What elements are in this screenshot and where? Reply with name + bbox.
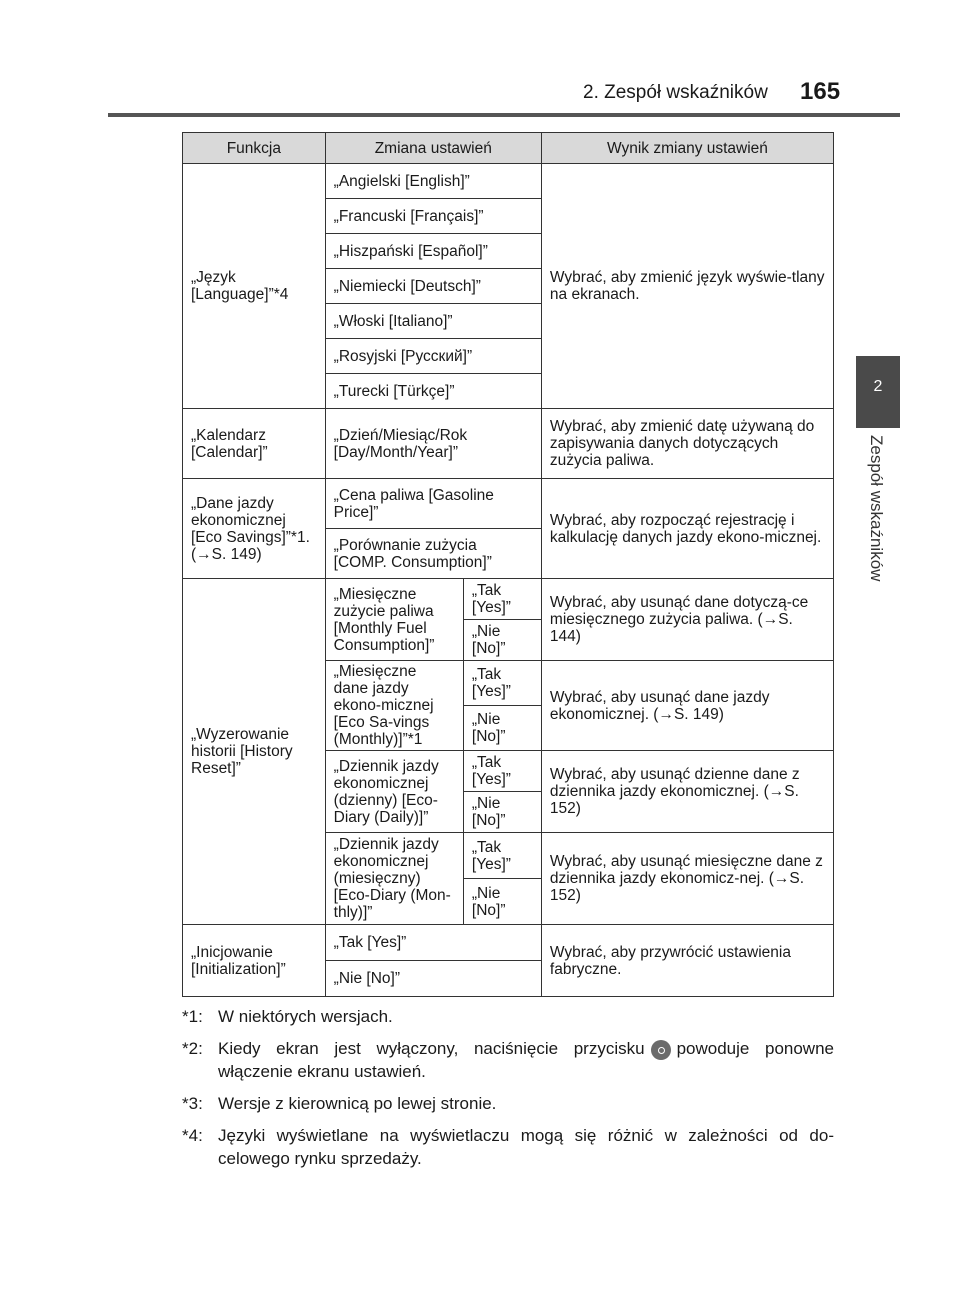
settings-table: [182, 132, 834, 997]
function-initialization: „Inicjowanie [Initialization]”: [183, 925, 326, 997]
chapter-tab-number: 2: [873, 378, 883, 395]
display-button-icon: [651, 1040, 671, 1060]
result-cell: Wybrać, aby usunąć miesięczne dane z dziennika jazdy ekonomicz-nej. (→S. 152): [541, 833, 833, 925]
yes-cell: „Tak [Yes]”: [463, 833, 541, 879]
header-setting-change: Zmiana ustawień: [325, 133, 541, 164]
table-row: [183, 479, 834, 529]
footnote: [182, 1092, 834, 1115]
result-cell: Wybrać, aby usunąć dzienne dane z dziennika jazdy ekonomicznej. (→S. 152): [541, 751, 833, 833]
result-cell: Wybrać, aby usunąć dane jazdy ekonomicznej. (→S. 149): [541, 661, 833, 751]
function-calendar: „Kalendarz [Calendar]”: [183, 409, 326, 479]
footnotes: [182, 1005, 834, 1179]
function-eco-savings: „Dane jazdy ekonomicznej [Eco Savings]”*1. (→S. 149): [183, 479, 326, 579]
table-header-row: [183, 133, 834, 164]
option-cell: „Tak [Yes]”: [325, 925, 541, 961]
footnote-mark: *3:: [182, 1094, 203, 1113]
no-cell: „Nie [No]”: [463, 620, 541, 661]
option-cell: „Francuski [Français]”: [325, 199, 541, 234]
header-rule: [108, 113, 900, 117]
footnote-text-after: powoduje ponowne włączenie ekranu ustawień.: [218, 1039, 834, 1081]
option-cell: „Nie [No]”: [325, 961, 541, 997]
yes-cell: „Tak [Yes]”: [463, 751, 541, 792]
yes-cell: „Tak [Yes]”: [463, 661, 541, 706]
result-cell: Wybrać, aby usunąć dane dotyczą-ce miesięcznego zużycia paliwa. (→S. 144): [541, 579, 833, 661]
option-cell: „Turecki [Türkçe]”: [325, 374, 541, 409]
footnote-text: Języki wyświetlane na wyświetlaczu mogą się różnić w zależności od do-celowego rynku sprzedaży.: [218, 1126, 834, 1168]
option-cell: „Dziennik jazdy ekonomicznej (miesięczny) [Eco-Diary (Mon-thly)]”: [325, 833, 463, 925]
option-cell: „Cena paliwa [Gasoline Price]”: [325, 479, 541, 529]
option-cell: „Niemiecki [Deutsch]”: [325, 269, 541, 304]
page-number: 165: [800, 78, 841, 105]
footnote: [182, 1005, 834, 1028]
option-cell: „Porównanie zużycia [COMP. Consumption]”: [325, 529, 541, 579]
no-cell: „Nie [No]”: [463, 792, 541, 833]
section-title: 2. Zespół wskaźników: [583, 82, 768, 103]
option-cell: „Hiszpański [Español]”: [325, 234, 541, 269]
table-row: [183, 579, 834, 620]
footnote: [182, 1037, 834, 1083]
option-cell: „Włoski [Italiano]”: [325, 304, 541, 339]
option-cell: „Dziennik jazdy ekonomicznej (dzienny) [Eco-Diary (Daily)]”: [325, 751, 463, 833]
option-cell: „Miesięczne dane jazdy ekono-micznej [Eco Sa-vings (Monthly)]”*1: [325, 661, 463, 751]
option-cell: „Angielski [English]”: [325, 164, 541, 199]
footnote-mark: *2:: [182, 1039, 203, 1058]
footnote: [182, 1124, 834, 1170]
no-cell: „Nie [No]”: [463, 879, 541, 925]
no-cell: „Nie [No]”: [463, 706, 541, 751]
footnote-text: Wersje z kierownicą po lewej stronie.: [218, 1094, 497, 1113]
footnote-text: W niektórych wersjach.: [218, 1007, 393, 1026]
chapter-tab-label: Zespół wskaźników: [867, 435, 886, 582]
result-calendar: Wybrać, aby zmienić datę używaną do zapisywania danych dotyczących zużycia paliwa.: [541, 409, 833, 479]
footnote-text-before: Kiedy ekran jest wyłączony, naciśnięcie przycisku: [218, 1039, 645, 1058]
result-eco-savings: Wybrać, aby rozpocząć rejestrację i kalkulację danych jazdy ekono-micznej.: [541, 479, 833, 579]
option-cell: „Dzień/Miesiąc/Rok [Day/Month/Year]”: [325, 409, 541, 479]
result-initialization: Wybrać, aby przywrócić ustawienia fabryczne.: [541, 925, 833, 997]
table-row: [183, 409, 834, 479]
function-history-reset: „Wyzerowanie historii [History Reset]”: [183, 579, 326, 925]
table-row: [183, 925, 834, 961]
footnote-mark: *1:: [182, 1007, 203, 1026]
option-cell: „Miesięczne zużycie paliwa [Monthly Fuel Consumption]”: [325, 579, 463, 661]
footnote-mark: *4:: [182, 1126, 203, 1145]
header-function: Funkcja: [183, 133, 326, 164]
header-result: Wynik zmiany ustawień: [541, 133, 833, 164]
option-cell: „Rosyjski [Русский]”: [325, 339, 541, 374]
function-language: „Język [Language]”*4: [183, 164, 326, 409]
result-language: Wybrać, aby zmienić język wyświe-tlany na ekranach.: [541, 164, 833, 409]
table-row: [183, 164, 834, 199]
yes-cell: „Tak [Yes]”: [463, 579, 541, 620]
